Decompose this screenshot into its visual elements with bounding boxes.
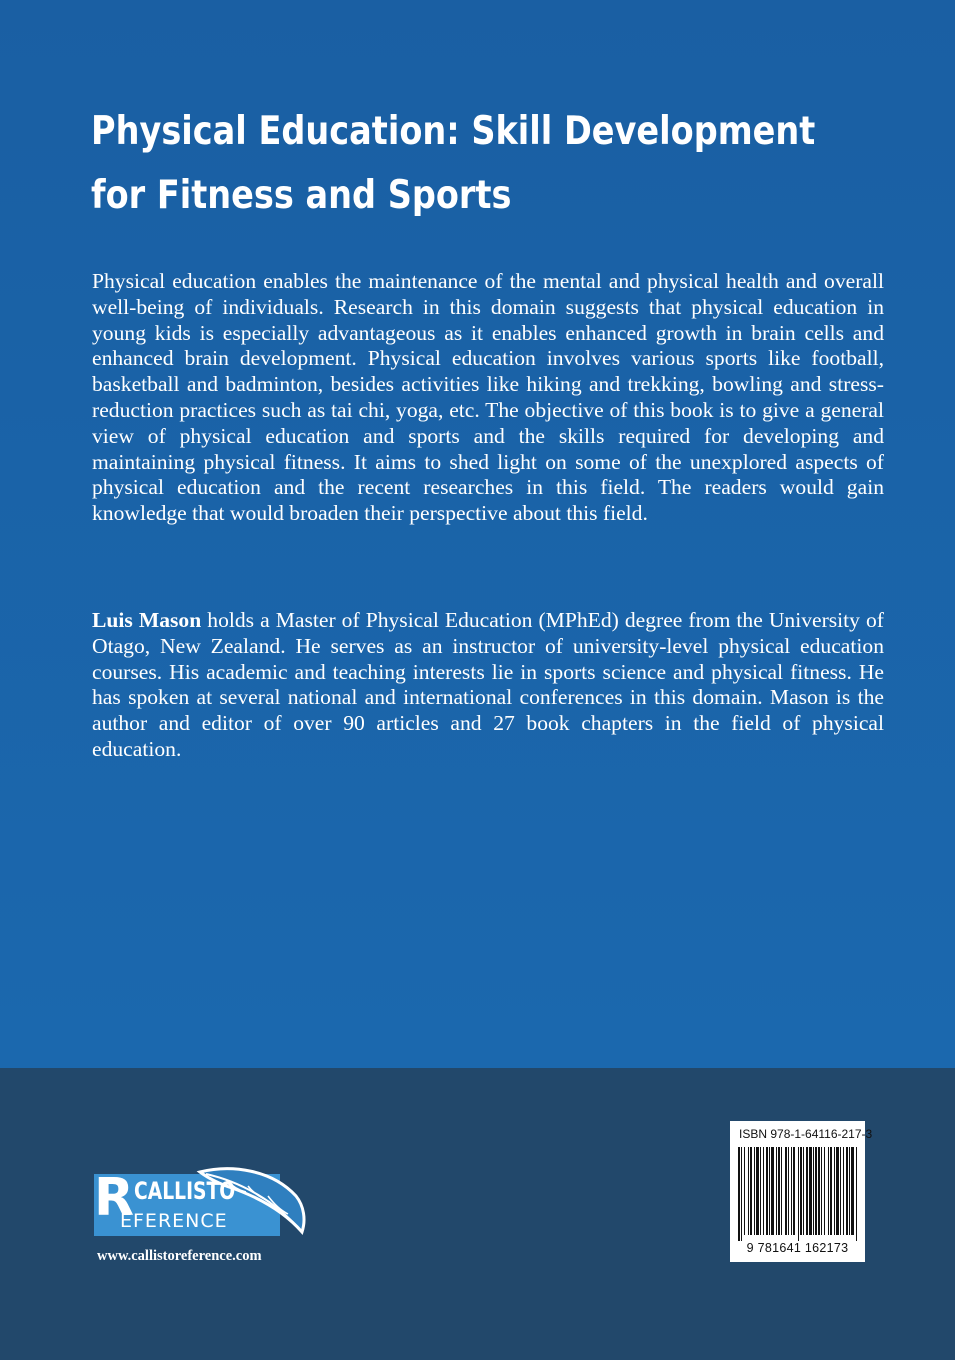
logo-r: R bbox=[94, 1168, 135, 1228]
barcode-bar bbox=[834, 1147, 835, 1235]
barcode-bar bbox=[766, 1147, 768, 1235]
barcode-bar bbox=[771, 1147, 774, 1235]
barcode-bars bbox=[738, 1147, 857, 1241]
barcode-bar bbox=[843, 1147, 844, 1235]
barcode-bar bbox=[840, 1147, 841, 1235]
barcode bbox=[730, 1121, 873, 1262]
barcode-bar bbox=[836, 1147, 839, 1235]
isbn-label: ISBN 978-1-64116-217-3 bbox=[739, 1127, 873, 1141]
barcode-bar bbox=[754, 1147, 755, 1235]
barcode-bar bbox=[785, 1147, 787, 1235]
barcode-bar bbox=[824, 1147, 825, 1235]
barcode-bar bbox=[851, 1147, 854, 1235]
barcode-bar bbox=[760, 1147, 761, 1235]
barcode-bar bbox=[803, 1147, 804, 1235]
barcode-bar bbox=[741, 1147, 742, 1241]
barcode-bar bbox=[744, 1147, 745, 1235]
barcode-bar bbox=[793, 1147, 795, 1235]
barcode-bar bbox=[748, 1147, 749, 1235]
publisher-logo bbox=[94, 1166, 308, 1244]
barcode-bar bbox=[830, 1147, 832, 1235]
barcode-bar bbox=[849, 1147, 850, 1235]
author-name: Luis Mason bbox=[92, 608, 202, 632]
barcode-bar bbox=[788, 1147, 789, 1235]
barcode-bar bbox=[846, 1147, 848, 1235]
publisher-website: www.callistoreference.com bbox=[97, 1248, 262, 1264]
logo-reference: EFERENCE bbox=[120, 1210, 228, 1232]
barcode-bar bbox=[813, 1147, 814, 1235]
barcode-bar bbox=[818, 1147, 820, 1235]
author-bio bbox=[92, 608, 884, 763]
barcode-bar bbox=[798, 1147, 799, 1241]
author-bio-text: holds a Master of Physical Education (MPhEd) degree from the University of Otago, New Zealand. He serves as an instructor of university-level physical education courses. His academic and teaching interests lie in sports science and physical fitness. He has spoken at several national and international conferences in this domain. Mason is the author and editor of over 90 articles and 27 book chapters in the field of physical education. bbox=[92, 608, 884, 761]
barcode-bar bbox=[756, 1147, 759, 1235]
barcode-bar bbox=[776, 1147, 777, 1235]
barcode-bar bbox=[750, 1147, 752, 1235]
barcode-bar bbox=[800, 1147, 802, 1235]
barcode-bar bbox=[815, 1147, 817, 1235]
book-title: Physical Education: Skill Development for Fitness and Sports bbox=[91, 109, 816, 218]
barcode-bar bbox=[821, 1147, 822, 1235]
barcode-bar bbox=[856, 1147, 857, 1241]
barcode-bar bbox=[791, 1147, 792, 1235]
barcode-bar bbox=[781, 1147, 782, 1235]
barcode-bar bbox=[828, 1147, 829, 1235]
barcode-bar bbox=[778, 1147, 780, 1235]
barcode-digits: 9 781641 162173 bbox=[746, 1241, 849, 1255]
barcode-bar bbox=[806, 1147, 808, 1235]
barcode-bar bbox=[738, 1147, 740, 1241]
barcode-bar bbox=[809, 1147, 812, 1235]
book-description: Physical education enables the maintenance of the mental and physical health and overall well-being of individuals. Research in this domain suggests that physical education in young kids is especially advantageous as it enables enhanced growth in brain cells and enhanced brain development. Physical education involves various sports like football, basketball and badminton, besides activities like hiking and trekking, bowling and stress-reduction practices such as tai chi, yoga, etc. The objective of this book is to give a general view of physical education and sports and the skills required for developing and maintaining physical fitness. It aims to shed light on some of the unexplored aspects of physical education and the recent researches in this field. The readers would gain knowledge that would broaden their perspective about this field. bbox=[92, 269, 884, 526]
barcode-bar bbox=[763, 1147, 764, 1235]
barcode-bar bbox=[769, 1147, 770, 1235]
logo-callisto: CALLISTO bbox=[134, 1177, 236, 1205]
